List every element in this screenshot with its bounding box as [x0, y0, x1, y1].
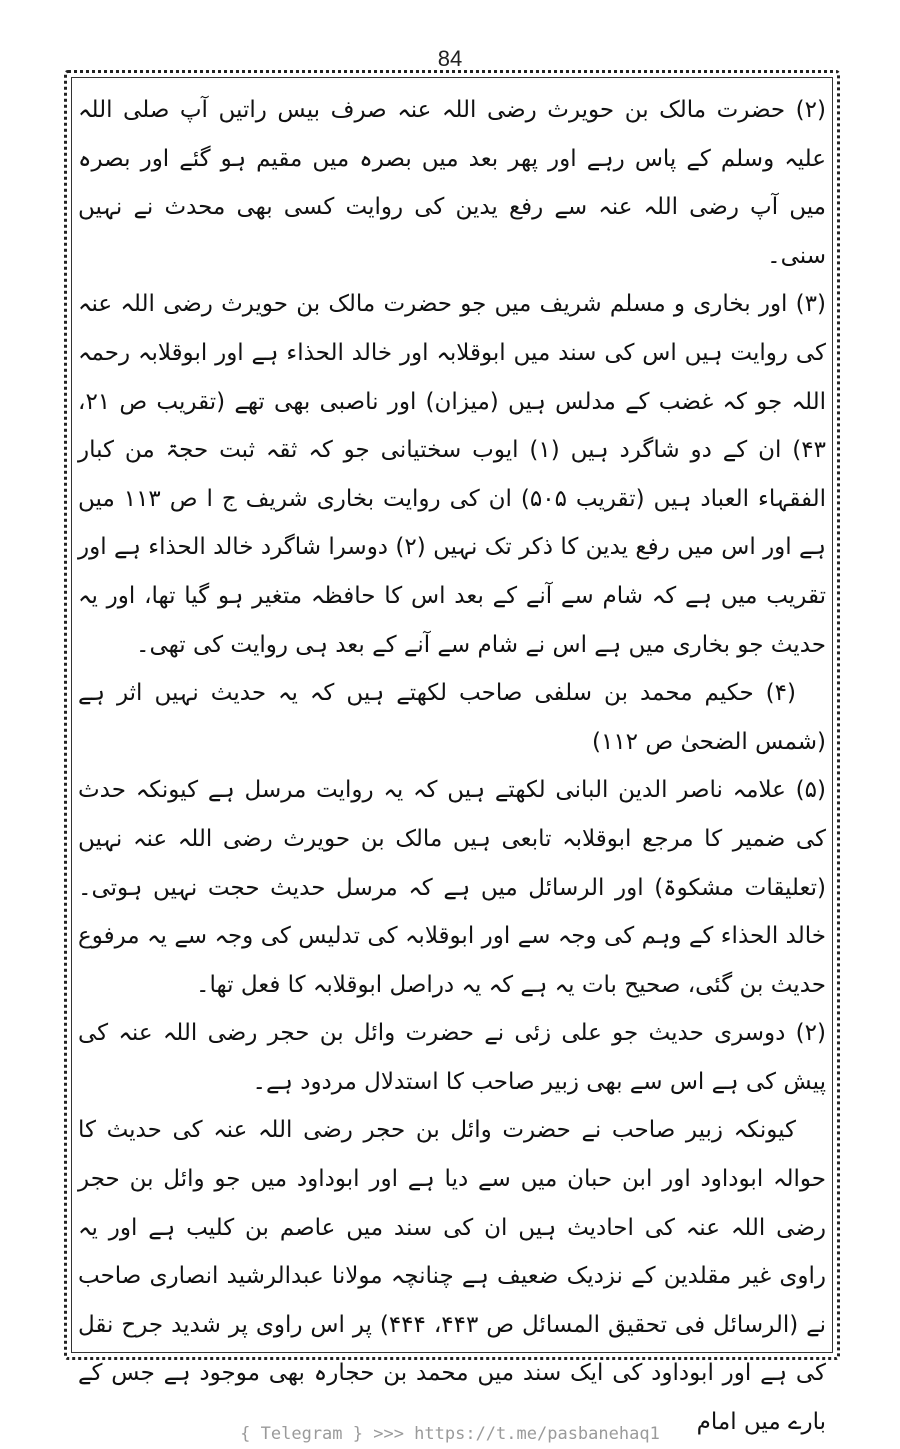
paragraph-bukhari-muslim-chain: (۳) اور بخاری و مسلم شریف میں جو حضرت مالک بن حویرث رضی اللہ عنہ کی روایت ہیں اس کی سند میں ابوقلابہ اور خالد الحذاء ہے اور ابوقلابہ رحمہ اللہ جو کہ غضب کے مدلس ہیں (میزان) اور ناصبی بھی تھے (تقریب ص ۲۱، ۴۳) ان کے دو شاگرد ہیں (۱) ایوب سختیانی جو کہ ثقہ ثبت حجۃ من کبار الفقہاء العباد ہیں (تقریب ۵۰۵) ان کی روایت بخاری شریف ج ا ص ۱۱۳ میں ہے اور اس میں رفع یدین کا ذکر تک نہیں (۲) دوسرا شاگرد خالد الحذاء ہے اور تقریب میں ہے کہ شام سے آنے کے بعد اس کا حافظہ متغیر ہو گیا تھا، اور یہ حدیث جو بخاری میں ہے اس نے شام سے آنے کے بعد ہی روایت کی تھی۔ — [78, 291, 826, 658]
telegram-watermark: { Telegram } >>> https://t.me/pasbanehaq1 — [240, 1424, 660, 1444]
paragraph-wail-bin-hujr: (۲) دوسری حدیث جو علی زئی نے حضرت وائل بن حجر رضی اللہ عنہ کی پیش کی ہے اس سے بھی زبیر صاحب کا استدلال مردود ہے۔ — [78, 1020, 826, 1095]
paragraph-zubair-reference: کیونکہ زبیر صاحب نے حضرت وائل بن حجر رضی اللہ عنہ کی حدیث کا حوالہ ابوداود اور ابن حبان میں سے دیا ہے اور ابوداود میں جو وائل بن حجر رضی اللہ عنہ کی احادیث ہیں ان کی سند میں عاصم بن کلیب ہے اور یہ راوی غیر مقلدین کے نزدیک ضعیف ہے چنانچہ مولانا عبدالرشید انصاری صاحب نے (الرسائل فی تحقیق المسائل ص ۴۴۳، ۴۴۴) پر اس راوی پر شدید جرح نقل کی ہے اور ابوداود کی ایک سند میں محمد بن حجارہ بھی موجود ہے جس کے بارے میں امام — [78, 1117, 827, 1436]
paragraph-malik-bin-huwayrith: (۲) حضرت مالک بن حویرث رضی اللہ عنہ صرف بیس راتیں آپ صلی اللہ علیہ وسلم کے پاس رہے اور پھر بعد میں بصرہ میں مقیم ہو گئے اور بصرہ میں آپ رضی اللہ عنہ سے رفع یدین کی روایت کسی بھی محدث نے نہیں سنی۔ — [78, 97, 826, 269]
paragraph-albani-mursal: (۵) علامہ ناصر الدین البانی لکھتے ہیں کہ یہ روایت مرسل ہے کیونکہ حدث کی ضمیر کا مرجع ابوقلابہ تابعی ہیں مالک بن حویرث رضی اللہ عنہ نہیں (تعلیقات مشکوۃ) اور الرسائل میں ہے کہ مرسل حدیث حجت نہیں ہوتی۔ خالد الحذاء کے وہم کی وجہ سے اور ابوقلابہ کی تدلیس کی وجہ سے یہ مرفوع حدیث بن گئی، صحیح بات یہ ہے کہ یہ دراصل ابوقلابہ کا فعل تھا۔ — [78, 777, 826, 998]
page-number: 84 — [437, 46, 463, 71]
paragraph-hakeem-salafi: (۴) حکیم محمد بن سلفی صاحب لکھتے ہیں کہ یہ حدیث نہیں اثر ہے (شمس الضحیٰ ص ۱۱۲) — [78, 680, 826, 755]
